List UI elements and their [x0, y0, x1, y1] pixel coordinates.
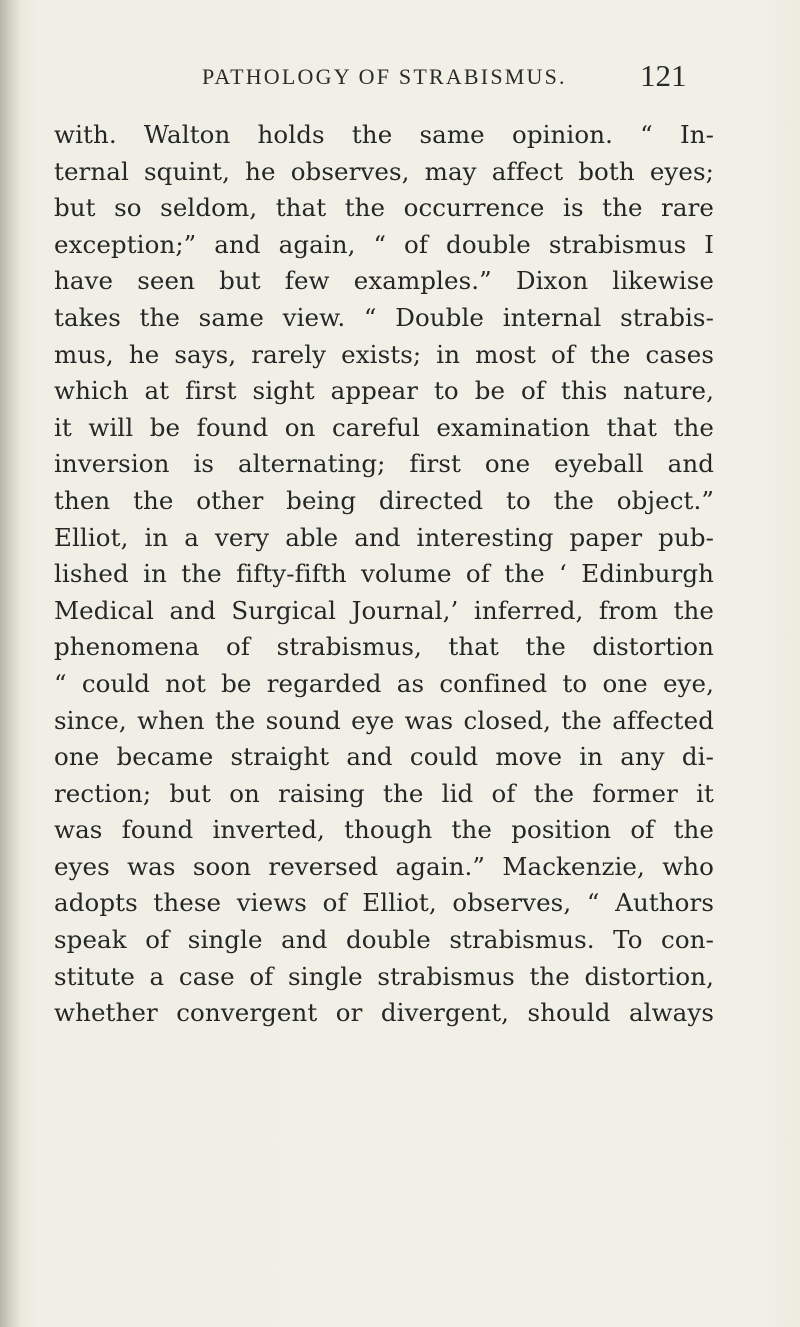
running-head [0, 58, 800, 98]
text-line: but so seldom, that the occurrence is the rare [54, 193, 714, 223]
body-text [54, 117, 714, 1032]
text-line: then the other being directed to the object.” [54, 485, 714, 515]
text-line: Medical and Surgical Journal,’ inferred, from the [54, 595, 714, 625]
text-line: phenomena of strabismus, that the distortion [54, 632, 714, 662]
text-line: ternal squint, he observes, may affect both eyes; [54, 156, 714, 186]
text-line: speak of single and double strabismus. To con- [54, 925, 714, 955]
text-line: lished in the fifty-fifth volume of the ‘ Edinburgh [54, 559, 714, 589]
text-line: one became straight and could move in any di- [54, 742, 714, 772]
text-line: adopts these views of Elliot, observes, “ Authors [54, 888, 714, 918]
text-line: with. Walton holds the same opinion. “ In- [54, 120, 714, 149]
text-line: Elliot, in a very able and interesting paper pub- [54, 522, 714, 552]
text-line: was found inverted, though the position of the [54, 815, 714, 845]
text-line: which at first sight appear to be of this nature, [54, 376, 714, 406]
text-line: takes the same view. “ Double internal strabis- [54, 302, 714, 332]
text-line: mus, he says, rarely exists; in most of the cases [54, 339, 714, 369]
text-line: stitute a case of single strabismus the distortion, [54, 961, 714, 991]
text-line: eyes was soon reversed again.” Mackenzie, who [54, 851, 714, 881]
running-title: PATHOLOGY OF STRABISMUS. [202, 64, 567, 89]
text-line: “ could not be regarded as confined to one eye, [54, 668, 714, 698]
text-line: have seen but few examples.” Dixon likewise [54, 266, 714, 296]
page-number: 121 [640, 58, 687, 93]
text-line: exception;” and again, “ of double strabismus I [54, 229, 714, 259]
page-gutter-shadow [0, 0, 22, 1327]
text-line: inversion is alternating; first one eyeball and [54, 449, 714, 479]
text-line: rection; but on raising the lid of the former it [54, 778, 714, 808]
text-line: since, when the sound eye was closed, the affected [54, 705, 714, 735]
text-line: whether convergent or divergent, should always [54, 998, 714, 1028]
text-line: it will be found on careful examination that the [54, 412, 714, 442]
